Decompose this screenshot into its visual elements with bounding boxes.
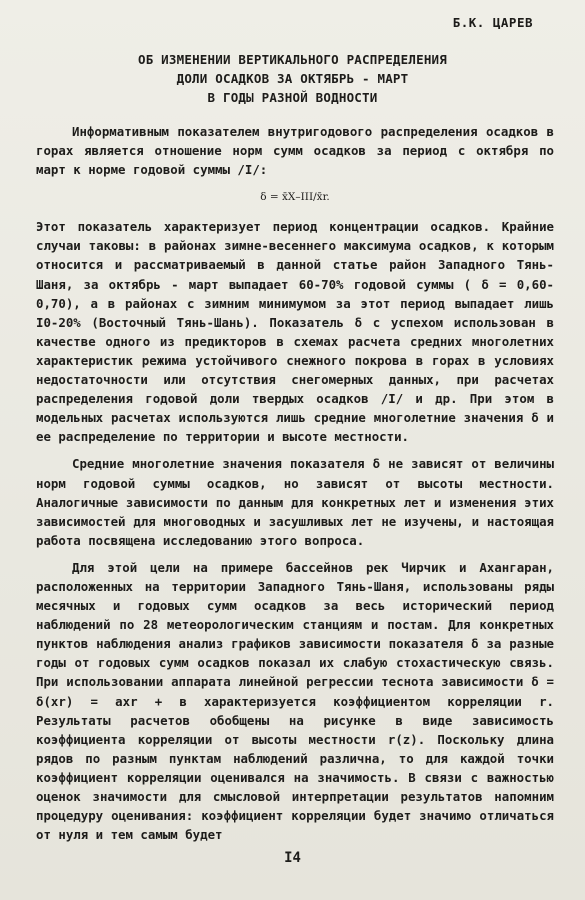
paragraph-4: Для этой цели на примере бассейнов рек Чирчик и Ахангаран, расположенных на территории Западного Тянь-Шаня, использованы ряды месячных и годовых сумм осадков за весь исторический период наблюдений по 28 метеорологическим станциям и постам. Для конкретных пунктов наблюдения анализ графиков зависимости показателя δ за разные годы от годовых сумм осадков показал их слабую стохастическую связь. При использовании аппарата линейной регрессии теснота зависимости δ = δ(xr) = axr + в характеризуется коэффициентом корреляции r. Результаты расчетов обобщены на рисунке в виде зависимость коэффициента корреляции от высоты местности r(z). Поскольку длина рядов по разным пунктам наблюдений различна, то для каждой точки коэффициент корреляции оценивался на значимость. В связи с важностью оценок значимости для смысловой интерпретации результатов напомним процедуру оценивания: коэффициент корреляции будет значимо отличаться от нуля и тем самым будет bbox=[36, 559, 554, 843]
title-line-1: ОБ ИЗМЕНЕНИИ ВЕРТИКАЛЬНОГО РАСПРЕДЕЛЕНИЯ bbox=[137, 52, 448, 67]
paragraph-1: Информативным показателем внутригодового распределения осадков в горах является отношение норм сумм осадков за период с октября по март к норме годовой суммы /I/: bbox=[36, 124, 554, 178]
paragraph-2: Этот показатель характеризует период концентрации осадков. Крайние случаи таковы: в районах зимне-весеннего максимума осадков, к которым относится и рассматриваемый в данной статье район Западного Тянь-Шаня, за октябрь - март выпадает 60-70% годовой суммы ( δ = 0,60-0,70), а в районах с зимним минимумом за этот период выпадает лишь I0-20% (Восточный Тянь-Шань). Показатель δ с успехом использован в качестве одного из предикторов в схемах расчета средних многолетних характеристик режима устойчивого снежного покрова в горах в условиях недостаточности или отсутствия снегомерных данных, при расчетах распределения годовой доли твердых осадков /I/ и др. При этом в модельных расчетах используются лишь средние многолетние значения δ и ее распределение по территории и высоте местности. bbox=[36, 219, 554, 445]
author-name: Б.К. ЦАРЕВ bbox=[452, 15, 533, 30]
formula-delta: δ = x̄X–III/x̄r. bbox=[260, 191, 330, 204]
article-title bbox=[0, 50, 585, 107]
title-line-2: ДОЛИ ОСАДКОВ ЗА ОКТЯБРЬ - МАРТ bbox=[176, 71, 409, 86]
article-body bbox=[36, 122, 554, 844]
title-line-3: В ГОДЫ РАЗНОЙ ВОДНОСТИ bbox=[207, 90, 378, 105]
page-number: I4 bbox=[284, 850, 301, 866]
paragraph-3: Средние многолетние значения показателя δ не зависят от величины норм годовой суммы осадков, но зависят от высоты местности. Аналогичные зависимости по данным для конкретных лет и изменения этих зависимостей для многоводных и засушливых лет не изучены, и настоящая работа посвящена исследованию этого вопроса. bbox=[36, 456, 554, 548]
